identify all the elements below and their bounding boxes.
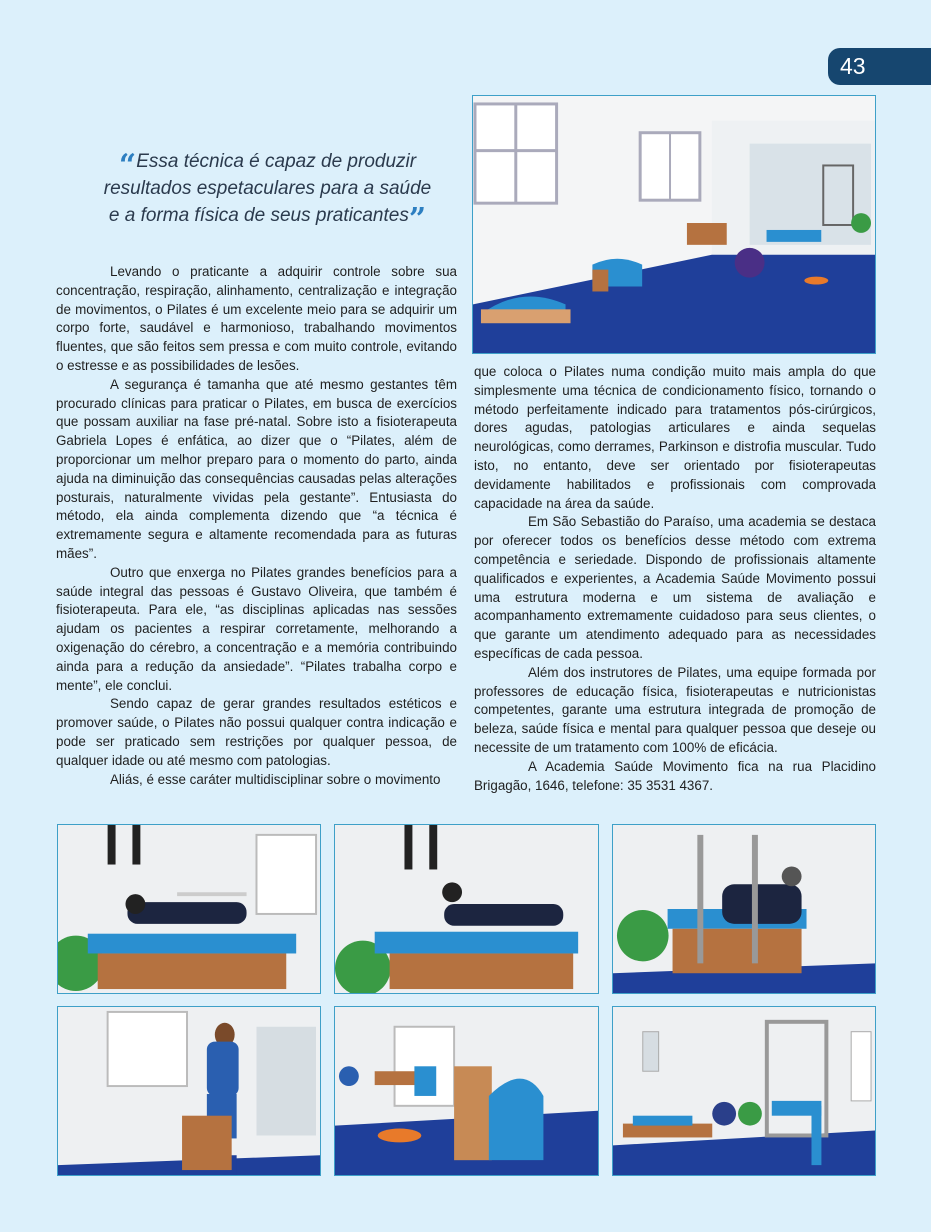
exercise-photo-5 [334, 1006, 599, 1176]
right-text-column [474, 363, 876, 795]
exercise-photo-1 [57, 824, 321, 994]
paragraph: Em São Sebastião do Paraíso, uma academia se destaca por oferecer todos os benefícios desse método com extrema competência e seriedade. Dispondo de profissionais altamente qualificados e experientes, a Academia Saúde Movimento possui uma estrutura moderna e um sistema de avaliação e acompanhamento extremamente cuidadoso para seus clientes, o que garante um atendimento adequado para as necessidades específicas de cada pessoa. [474, 514, 876, 661]
paragraph-continuation: que coloca o Pilates numa condição muito mais ampla do que simplesmente uma técnica de condicionamento físico, tornando o método perfeitamente indicado para tratamentos pós-cirúrgicos, dores agudas, patologias articulares e ainda sequelas neurológicas, como derrames, Parkinson e distrofia muscular. Tudo isto, no entanto, deve ser orientado por fisioterapeutas devidamente habilitados e profissionais com comprovada capacidade na área da saúde. [474, 364, 876, 511]
open-quote-mark: “ [118, 148, 137, 183]
quote-line-2: resultados espetaculares para a saúde [103, 178, 432, 199]
paragraph: A segurança é tamanha que até mesmo gestantes têm procurado clínicas para praticar o Pilates, em busca de exercícios que possam auxiliar na fase pré-natal. Sobre isto a fisioterapeuta Gabriela Lopes é enfática, ao dizer que o “Pilates, além de proporcionar um melhor preparo para o momento do parto, ainda ajuda na diminuição das consequências causadas pelas alterações posturais, naturalmente vividas pela gestante”. Entusiasta do método, ela ainda complementa dizendo que “a técnica é extremamente segura e altamente recomendada para as futuras mães”. [56, 376, 457, 561]
paragraph: Sendo capaz de gerar grandes resultados estéticos e promover saúde, o Pilates não possui qualquer contra indicação e pode ser praticado sem restrições por qualquer pessoa, de qualquer idade ou até mesmo com patologias. [56, 696, 457, 768]
paragraph: Além dos instrutores de Pilates, uma equipe formada por professores de educação física, fisioterapeutas e nutricionistas competentes, garante uma estrutura integrada de promoção de beleza, saúde física e mental para qualquer pessoa que deseje ou necessite de um tratamento com 100% de eficácia. [474, 664, 876, 755]
paragraph: Aliás, é esse caráter multidisciplinar sobre o movimento [110, 771, 441, 787]
exercise-photo-4 [57, 1006, 321, 1176]
quote-line-1: Essa técnica é capaz de produzir [136, 151, 417, 172]
exercise-photo-6 [612, 1006, 876, 1176]
pull-quote [95, 148, 440, 237]
exercise-photo-3 [612, 824, 876, 994]
paragraph: Levando o praticante a adquirir controle sobre sua concentração, respiração, alinhamento, centralização e integração de movimentos, o Pilates é um excelente meio para se adquirir um corpo forte, saudável e harmonioso, trabalhando movimentos fluentes, que são feitos sem pressa e com muito controle, evitando o estresse e as possibilidades de lesões. [56, 264, 457, 373]
quote-line-3: e a forma física de seus praticantes [108, 205, 409, 226]
paragraph: A Academia Saúde Movimento fica na rua Placidino Brigagão, 1646, telefone: 35 3531 4367. [474, 758, 876, 793]
page-number-badge: 43 [828, 48, 931, 85]
exercise-photo-2 [334, 824, 599, 994]
left-text-column [56, 263, 457, 789]
studio-room-photo [472, 95, 876, 354]
paragraph: Outro que enxerga no Pilates grandes benefícios para a saúde integral das pessoas é Gustavo Oliveira, que também é fisioterapeuta. Para ele, “as disciplinas aplicadas nas sessões ajudam os pacientes a respirar corretamente, melhorando a oxigenação do cérebro, a concentração e a memória contribuindo ainda para a redução da ansiedade”. “Pilates trabalha corpo e mente”, ele conclui. [56, 564, 457, 693]
close-quote-mark: ” [408, 202, 427, 237]
